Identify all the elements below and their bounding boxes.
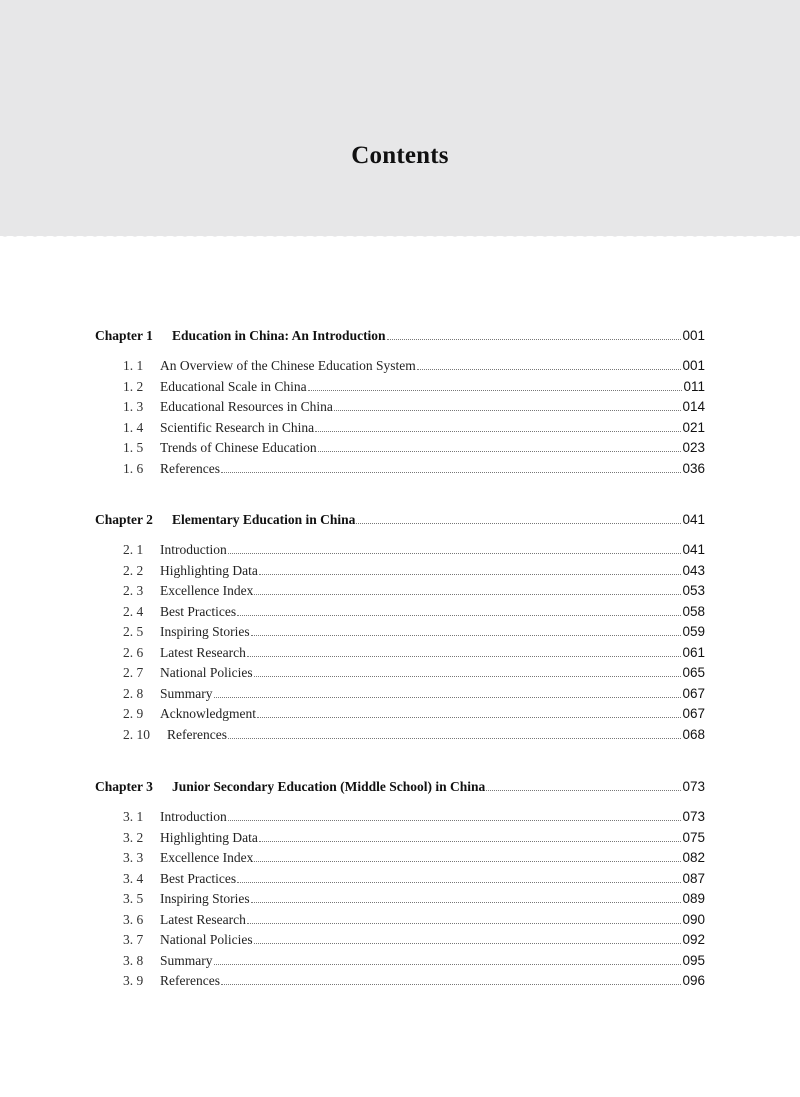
toc-section-row[interactable] [0,951,800,971]
toc-section-line [123,951,705,971]
toc-section-page-number: 089 [682,891,705,906]
toc-section-number: 1. 4 [123,419,144,435]
dot-leader [308,390,683,391]
toc-chapter-number: Chapter 3 [95,779,153,794]
dot-leader [259,841,682,842]
toc-section-page-number: 067 [682,685,705,701]
toc-section-title: Introduction [160,542,227,557]
dot-leader [247,923,682,924]
page-title: Contents [351,142,449,169]
toc-section-number: 1. 6 [123,460,144,476]
toc-section-line [123,561,705,581]
toc-section-title: References [167,726,227,742]
toc-section-number: 2. 9 [123,706,144,721]
toc-section-number: 3. 4 [123,870,144,886]
toc-section-row[interactable] [0,602,800,622]
toc-section-number: 2. 8 [123,685,144,701]
toc-section-row[interactable] [0,561,800,581]
dot-leader [237,882,681,883]
dot-leader [228,820,682,821]
toc-section-page-number: 001 [682,358,705,373]
toc-section-row[interactable] [0,377,800,397]
toc-section-number: 3. 8 [123,952,144,968]
dot-leader [237,615,681,616]
toc-section-title: Inspiring Stories [160,624,250,639]
toc-chapter-line [95,777,705,797]
dot-leader [254,943,682,944]
toc-section-line [123,622,705,642]
toc-section-number: 3. 1 [123,809,144,824]
toc-section-page-number: 096 [682,973,705,988]
toc-section-number: 1. 1 [123,358,144,373]
dot-leader [387,339,682,340]
toc-section-line [123,459,705,479]
dot-leader [228,738,682,739]
toc-section-title: Highlighting Data [160,562,258,578]
toc-section-title: Highlighting Data [160,829,258,845]
toc-section-number: 2. 1 [123,542,144,557]
toc-chapter-line [95,510,705,530]
toc-section-title: References [160,460,220,476]
toc-section-row[interactable] [0,889,800,909]
toc-section-row[interactable] [0,828,800,848]
toc-section-page-number: 092 [682,932,705,947]
toc-section-line [123,643,705,663]
dot-leader [486,790,681,791]
toc-section-number: 2. 3 [123,583,144,598]
toc-section-line [123,807,705,827]
toc-section-number: 3. 3 [123,850,144,865]
toc-section-row[interactable] [0,869,800,889]
toc-section-title: An Overview of the Chinese Education System [160,358,416,373]
toc-section-line [123,581,705,601]
toc-section-page-number: 082 [682,850,705,865]
toc-section-line [123,910,705,930]
toc-chapter-line [95,326,705,346]
dot-leader [254,676,682,677]
toc-section-title: Excellence Index [160,583,254,598]
toc-section-line [123,704,705,724]
toc-section-line [123,602,705,622]
toc-section-number: 2. 2 [123,562,144,578]
toc-section-number: 3. 7 [123,932,144,947]
toc-section-title: Trends of Chinese Education [160,440,317,455]
toc-section-title: Excellence Index [160,850,254,865]
toc-section-title: Latest Research [160,911,246,927]
toc-section-row[interactable] [0,581,800,601]
toc-chapter-row[interactable] [0,510,800,530]
toc-section-number: 3. 6 [123,911,144,927]
toc-chapter-title: Junior Secondary Education (Middle School) in China [172,779,486,794]
toc-chapter-page-number: 073 [682,779,705,794]
dot-leader [257,717,681,718]
toc-section-row[interactable] [0,910,800,930]
toc-section-number: 1. 2 [123,378,144,394]
toc-section-line [123,828,705,848]
toc-section-title: National Policies [160,665,253,680]
toc-section-row[interactable] [0,540,800,560]
toc-section-row[interactable] [0,356,800,376]
toc-section-row[interactable] [0,397,800,417]
toc-chapter-row[interactable] [0,326,800,346]
toc-section-title: Educational Resources in China [160,399,333,414]
toc-section-row[interactable] [0,622,800,642]
toc-section-page-number: 059 [682,624,705,639]
toc-section-page-number: 090 [682,911,705,927]
toc-section-page-number: 014 [682,399,705,414]
toc-section-row[interactable] [0,438,800,458]
toc-section-page-number: 041 [682,542,705,557]
toc-section-line [123,889,705,909]
toc-section-line [123,971,705,991]
toc-section-number: 2. 5 [123,624,144,639]
dot-leader [247,656,682,657]
dot-leader [221,472,682,473]
toc-section-number: 2. 6 [123,644,144,660]
dot-leader [251,902,682,903]
toc-section-page-number: 073 [682,809,705,824]
toc-section-page-number: 061 [682,644,705,660]
toc-chapter-row[interactable] [0,777,800,797]
toc-chapter-number: Chapter 1 [95,328,153,343]
dot-leader [254,861,681,862]
toc-section-title: Best Practices [160,603,237,619]
toc-section-line [123,663,705,683]
dot-leader [318,451,682,452]
toc-chapter-page-number: 041 [682,512,705,527]
toc-section-title: Inspiring Stories [160,891,250,906]
toc-section-page-number: 058 [682,603,705,619]
toc-section-page-number: 068 [682,726,705,742]
toc-section-line [123,848,705,868]
dot-leader [221,984,682,985]
toc-section-number: 3. 2 [123,829,144,845]
toc-section-title: Educational Scale in China [160,378,307,394]
toc-chapter-number: Chapter 2 [95,512,153,527]
toc-section-line [123,418,705,438]
toc-chapter-title: Education in China: An Introduction [172,328,386,343]
toc-section-row[interactable] [0,684,800,704]
toc-section-title: Latest Research [160,644,246,660]
toc-section-line [123,438,705,458]
toc-chapter-page-number: 001 [682,328,705,343]
toc-section-number: 1. 5 [123,440,144,455]
toc-section-row[interactable] [0,663,800,683]
dot-leader [315,431,681,432]
toc-section-line [123,869,705,889]
toc-section-row[interactable] [0,848,800,868]
toc-section-number: 2. 10 [123,726,150,742]
dot-leader [214,697,682,698]
toc-section-row[interactable] [0,971,800,991]
dot-leader [251,635,682,636]
toc-section-title: Scientific Research in China [160,419,315,435]
toc-section-row[interactable] [0,643,800,663]
toc-section-page-number: 021 [682,419,705,435]
dot-leader [254,594,681,595]
toc-section-title: Summary [160,952,213,968]
toc-section-page-number: 065 [682,665,705,680]
toc-section-page-number: 067 [682,706,705,721]
toc-section-page-number: 075 [682,829,705,845]
toc-section-row[interactable] [0,725,800,745]
toc-section-number: 3. 9 [123,973,144,988]
dot-leader [334,410,682,411]
toc-section-title: Introduction [160,809,227,824]
toc-section-row[interactable] [0,930,800,950]
dot-leader [356,523,681,524]
toc-section-page-number: 036 [682,460,705,476]
toc-section-line [123,356,705,376]
toc-section-page-number: 087 [682,870,705,886]
toc-section-row[interactable] [0,459,800,479]
toc-section-line [123,397,705,417]
dot-leader [417,369,682,370]
toc-section-number: 1. 3 [123,399,144,414]
toc-section-number: 2. 4 [123,603,144,619]
toc-section-line [123,930,705,950]
toc-section-title: Summary [160,685,213,701]
toc-section-line [123,377,705,397]
toc-section-title: References [160,973,220,988]
dot-leader [259,574,682,575]
toc-section-row[interactable] [0,807,800,827]
toc-section-page-number: 095 [682,952,705,968]
toc-section-line [123,540,705,560]
toc-chapter-title: Elementary Education in China [172,512,356,527]
toc-section-number: 3. 5 [123,891,144,906]
toc-section-title: Acknowledgment [160,706,256,721]
toc-section-page-number: 053 [682,583,705,598]
toc-section-row[interactable] [0,418,800,438]
toc-section-title: National Policies [160,932,253,947]
toc-section-page-number: 023 [682,440,705,455]
toc-section-page-number: 043 [682,562,705,578]
toc-section-row[interactable] [0,704,800,724]
dot-leader [228,553,682,554]
dot-leader [214,964,682,965]
toc-section-number: 2. 7 [123,665,144,680]
toc-section-page-number: 011 [683,378,705,394]
toc-section-line [123,725,705,745]
toc-section-line [123,684,705,704]
toc-section-title: Best Practices [160,870,237,886]
